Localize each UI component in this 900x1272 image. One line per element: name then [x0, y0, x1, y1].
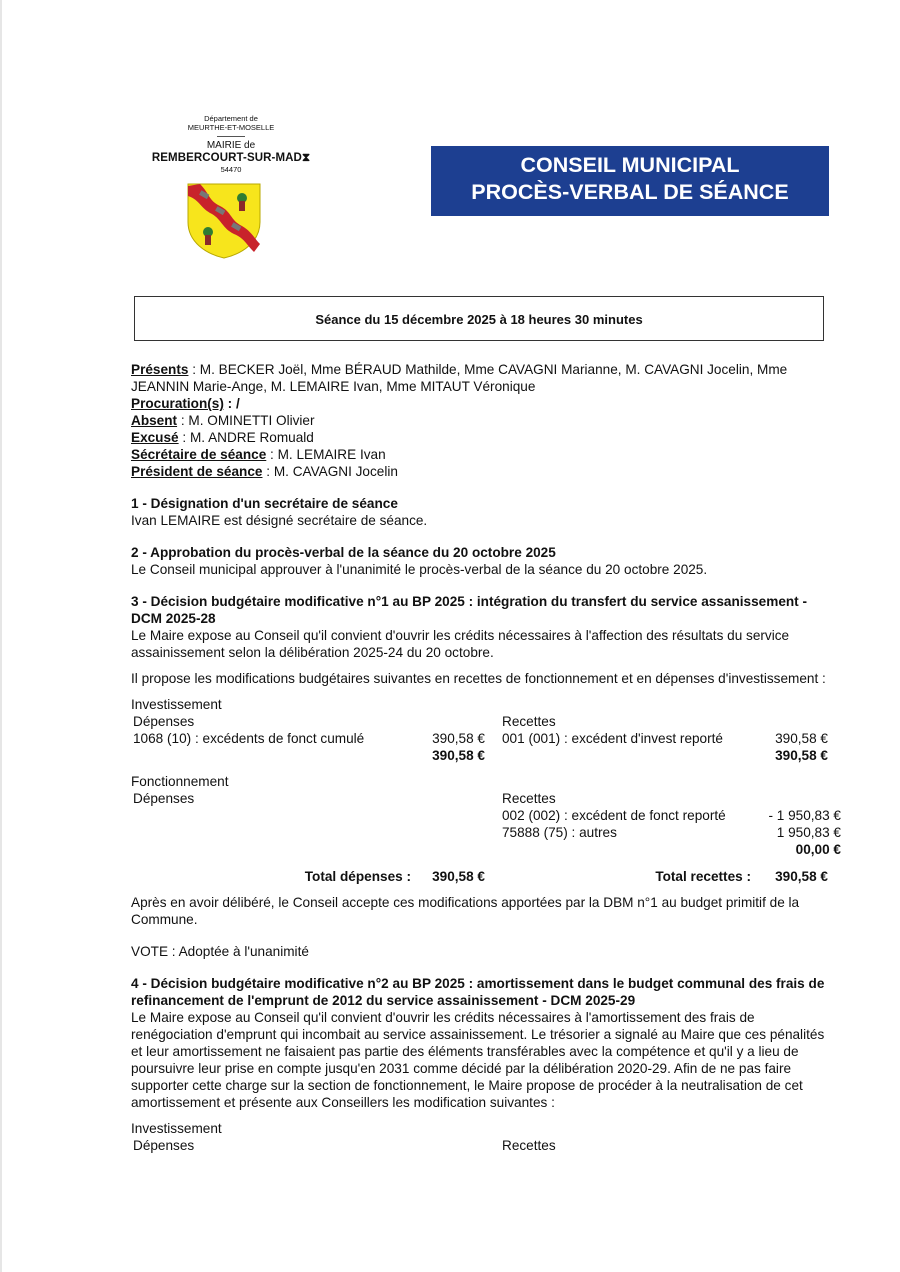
item3-conclusion: Après en avoir délibéré, le Conseil accepte ces modifications apportées par la DBM n°1 au budget primitif de la Commune.	[131, 895, 800, 927]
item4-investissement-label: Investissement	[131, 1121, 222, 1136]
item3-vote: VOTE : Adoptée à l'unanimité	[131, 944, 309, 959]
procuration-value: : /	[223, 396, 240, 411]
total-depenses: 390,58 €	[432, 869, 485, 884]
president-value: : M. CAVAGNI Jocelin	[262, 464, 398, 479]
mairie-label: MAIRIE de	[206, 140, 256, 151]
excuse-label: Excusé	[131, 430, 179, 445]
fon-rec-subtotal: 00,00 €	[795, 842, 841, 857]
item4-budget-table	[131, 1120, 841, 1154]
item4-body: Le Maire expose au Conseil qu'il convient d'ouvrir les crédits nécessaires à l'amortissement des frais de renégociation d'emprunt qui incombait au service assainissement. Le trésorier a signalé au Maire que ces pénalités et leur amortissement ne faisaient pas partie des éléments transférables avec la compétence et qu'il y a lieu de poursuivre leur prise en compte jusqu'en 2031 comme décidé par la délibération 2020-29. Afin de ne pas faire supporter cette charge sur la section de fonctionnement, le Maire propose de procéder à la neutralisation de cet amortissement et présente aux Conseillers les modification suivantes :	[131, 1010, 825, 1110]
item1-title: 1 - Désignation d'un secrétaire de séance	[131, 496, 398, 511]
inv-rec-subtotal: 390,58 €	[775, 748, 828, 763]
item3-budget-table	[131, 696, 841, 885]
item2-body: Le Conseil municipal approuver à l'unanimité le procès-verbal de la séance du 20 octobre 2025.	[131, 562, 708, 577]
title-banner	[431, 146, 829, 216]
fon-rec-line1-amount: - 1 950,83 €	[768, 808, 841, 823]
secretaire-value: : M. LEMAIRE Ivan	[266, 447, 386, 462]
item4-title: 4 - Décision budgétaire modificative n°2 au BP 2025 : amortissement dans le budget communal des frais de refinancement de l'emprunt de 2012 du service assainissement - DCM 2025-29	[131, 976, 825, 1008]
presents-label: Présents	[131, 362, 189, 377]
president-line	[131, 463, 831, 480]
procuration-line	[131, 395, 831, 412]
president-label: Président de séance	[131, 464, 263, 479]
excuse-value: : M. ANDRE Romuald	[178, 430, 314, 445]
fon-recettes-label: Recettes	[502, 791, 556, 806]
commune-text: REMBERCOURT-SUR-MAD	[151, 152, 302, 164]
secretaire-label: Sécrétaire de séance	[131, 447, 267, 462]
procuration-label: Procuration(s)	[131, 396, 224, 411]
fon-rec-line2-label: 75888 (75) : autres	[502, 825, 617, 840]
item1-body: Ivan LEMAIRE est désigné secrétaire de séance.	[131, 513, 428, 528]
item2-title: 2 - Approbation du procès-verbal de la séance du 20 octobre 2025	[131, 545, 556, 560]
mairie-header	[136, 114, 326, 174]
recettes-label: Recettes	[502, 714, 556, 729]
item4-recettes-label: Recettes	[502, 1138, 556, 1153]
postal-code: 54470	[220, 165, 242, 174]
minutes-content	[131, 361, 841, 1154]
inv-dep-subtotal: 390,58 €	[432, 748, 485, 763]
department-line2: MEURTHE-ET-MOSELLE	[187, 123, 275, 132]
total-recettes: 390,58 €	[775, 869, 828, 884]
fon-depenses-label: Dépenses	[133, 791, 195, 806]
total-recettes-label: Total recettes :	[655, 869, 751, 884]
excuse-line	[131, 429, 831, 446]
inv-rec-line-label: 001 (001) : excédent d'invest reporté	[502, 731, 723, 746]
inv-dep-line-label: 1068 (10) : excédents de fonct cumulé	[133, 731, 365, 746]
presents-value: : M. BECKER Joël, Mme BÉRAUD Mathilde, Mme CAVAGNI Marianne, M. CAVAGNI Jocelin, Mme JEANNIN Marie-Ange, M. LEMAIRE Ivan, Mme MITAUT Véronique	[131, 362, 788, 394]
seance-date-box: Séance du 15 décembre 2025 à 18 heures 30 minutes	[134, 296, 824, 341]
inv-dep-line-amount: 390,58 €	[432, 731, 485, 746]
header-divider	[217, 136, 245, 137]
hourglass-glyph: ⧗	[301, 152, 311, 164]
scan-edge	[0, 0, 2, 1272]
coat-of-arms-icon	[186, 182, 262, 260]
department-line1: Département de	[204, 114, 258, 123]
absent-value: : M. OMINETTI Olivier	[177, 413, 315, 428]
secretaire-line	[131, 446, 831, 463]
absent-label: Absent	[131, 413, 178, 428]
banner-line2: PROCÈS-VERBAL DE SÉANCE	[471, 180, 789, 204]
item3-title: 3 - Décision budgétaire modificative n°1 au BP 2025 : intégration du transfert du service assanissement - DCM 2025-28	[131, 594, 808, 626]
commune-name	[136, 152, 326, 165]
item3-body: Le Maire expose au Conseil qu'il convient d'ouvrir les crédits nécessaires à l'affection des résultats du service assainissement selon la délibération 2025-24 du 20 octobre.	[131, 628, 790, 660]
depenses-label: Dépenses	[133, 714, 195, 729]
investissement-label: Investissement	[131, 697, 222, 712]
fon-rec-line1-label: 002 (002) : excédent de fonct reporté	[502, 808, 726, 823]
absent-line	[131, 412, 831, 429]
total-depenses-label: Total dépenses :	[304, 869, 411, 884]
item4-depenses-label: Dépenses	[133, 1138, 195, 1153]
presents-line	[131, 361, 831, 395]
banner-line1: CONSEIL MUNICIPAL	[520, 153, 740, 177]
item3-body2: Il propose les modifications budgétaires suivantes en recettes de fonctionnement et en dépenses d'investissement :	[131, 671, 826, 686]
fon-rec-line2-amount: 1 950,83 €	[776, 825, 841, 840]
inv-rec-line-amount: 390,58 €	[775, 731, 828, 746]
fonctionnement-label: Fonctionnement	[131, 774, 229, 789]
